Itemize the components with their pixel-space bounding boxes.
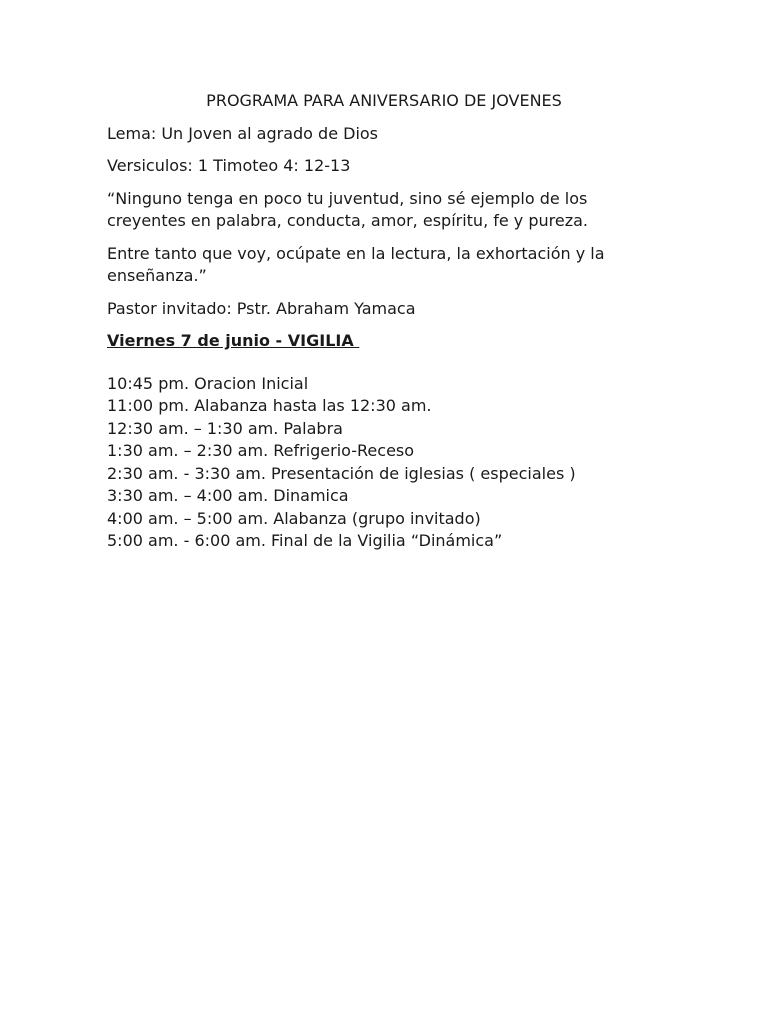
document-title: PROGRAMA PARA ANIVERSARIO DE JOVENES [206, 91, 562, 110]
document-body [107, 90, 667, 553]
verse-quote-part-1: “Ninguno tenga en poco tu juventud, sino sé ejemplo de los creyentes en palabra, conducta, amor, espíritu, fe y pureza. [107, 188, 589, 230]
schedule-item: 2:30 am. - 3:30 am. Presentación de iglesias ( especiales ) [107, 463, 576, 483]
schedule-item: 3:30 am. – 4:00 am. Dinamica [107, 486, 349, 505]
verse-quote-part-2: Entre tanto que voy, ocúpate en la lectura, la exhortación y la enseñanza.” [107, 243, 605, 285]
lema-line: Lema: Un Joven al agrado de Dios [107, 123, 379, 143]
day-heading: Viernes 7 de junio - VIGILIA [107, 331, 360, 350]
schedule-item: 5:00 am. - 6:00 am. Final de la Vigilia “Dinámica” [107, 531, 503, 550]
schedule-item: 11:00 pm. Alabanza hasta las 12:30 am. [107, 396, 432, 415]
versiculos-line: Versiculos: 1 Timoteo 4: 12-13 [107, 156, 351, 175]
schedule-item: 12:30 am. – 1:30 am. Palabra [107, 418, 343, 438]
schedule-item: 1:30 am. – 2:30 am. Refrigerio-Receso [107, 441, 415, 460]
schedule-list [107, 373, 667, 553]
guest-pastor-line: Pastor invitado: Pstr. Abraham Yamaca [107, 298, 416, 318]
schedule-item: 10:45 pm. Oracion Inicial [107, 373, 309, 393]
schedule-item: 4:00 am. – 5:00 am. Alabanza (grupo invitado) [107, 508, 481, 528]
